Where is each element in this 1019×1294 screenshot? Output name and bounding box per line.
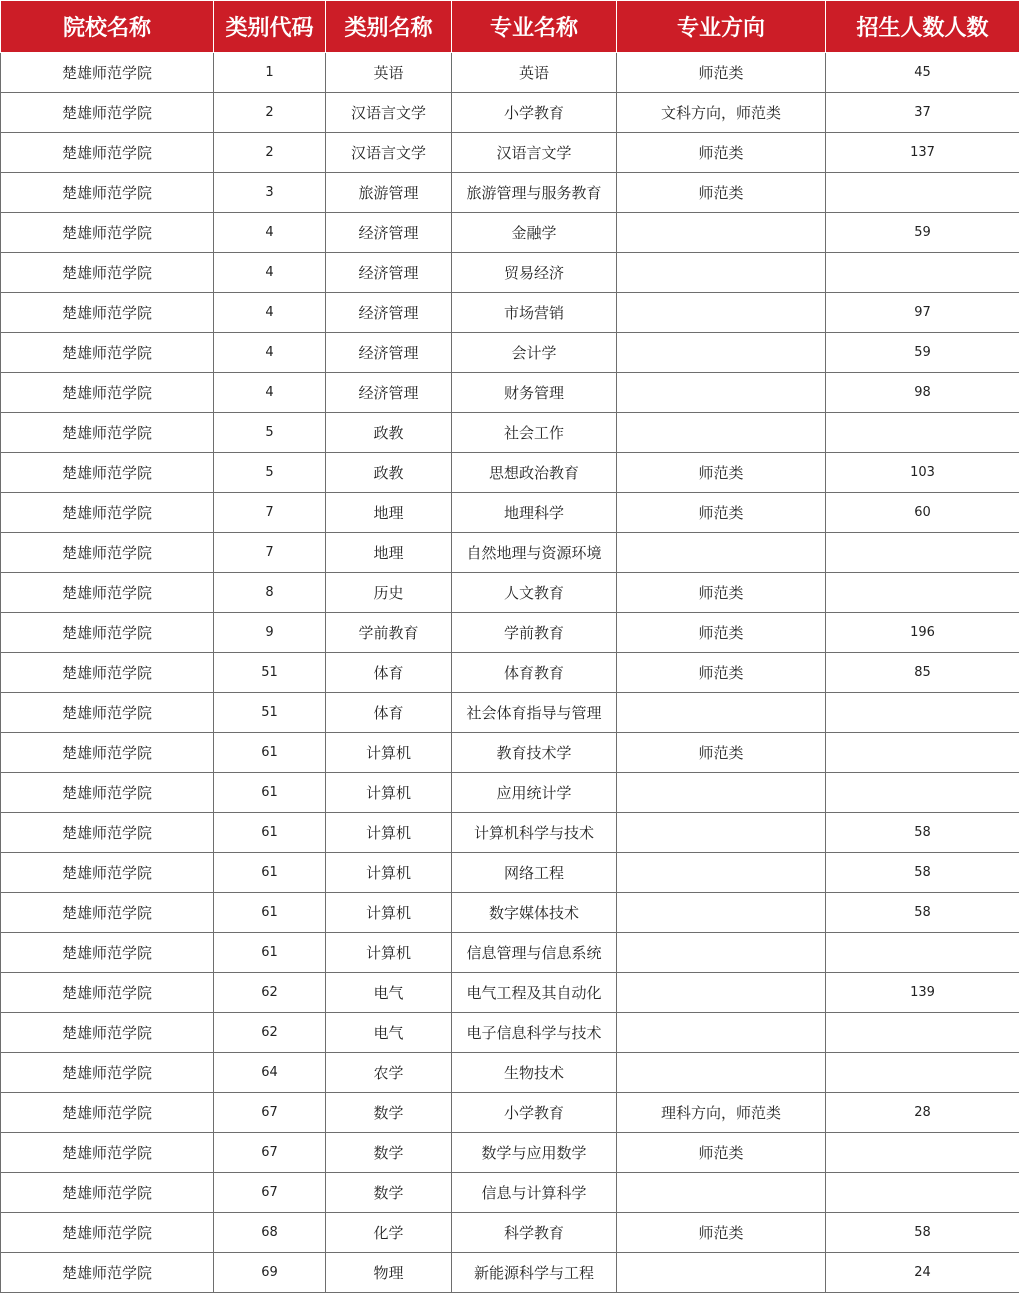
cell-major-name: 贸易经济	[452, 253, 617, 293]
cell-school: 楚雄师范学院	[1, 733, 214, 773]
cell-school: 楚雄师范学院	[1, 573, 214, 613]
cell-major-name: 信息与计算科学	[452, 1173, 617, 1213]
cell-school: 楚雄师范学院	[1, 893, 214, 933]
cell-category-code: 67	[214, 1133, 326, 1173]
cell-major-name: 汉语言文学	[452, 133, 617, 173]
column-header-major-name: 专业名称	[452, 1, 617, 53]
cell-category-code: 61	[214, 733, 326, 773]
cell-category-code: 68	[214, 1213, 326, 1253]
cell-enrollment: 85	[826, 653, 1019, 693]
cell-category-name: 经济管理	[326, 333, 452, 373]
cell-major-name: 电子信息科学与技术	[452, 1013, 617, 1053]
table-row	[1, 813, 1019, 853]
cell-major-direction: 师范类	[617, 1213, 826, 1253]
cell-school: 楚雄师范学院	[1, 53, 214, 93]
cell-major-name: 教育技术学	[452, 733, 617, 773]
table-row	[1, 853, 1019, 893]
cell-major-name: 会计学	[452, 333, 617, 373]
cell-school: 楚雄师范学院	[1, 93, 214, 133]
cell-major-name: 数字媒体技术	[452, 893, 617, 933]
cell-category-code: 4	[214, 293, 326, 333]
cell-enrollment: 103	[826, 453, 1019, 493]
cell-category-name: 历史	[326, 573, 452, 613]
cell-major-direction	[617, 1053, 826, 1093]
cell-category-name: 经济管理	[326, 373, 452, 413]
cell-category-code: 2	[214, 93, 326, 133]
cell-major-direction: 师范类	[617, 613, 826, 653]
cell-major-direction: 理科方向，师范类	[617, 1093, 826, 1133]
table-body	[1, 53, 1019, 1293]
cell-major-direction	[617, 693, 826, 733]
cell-enrollment: 59	[826, 213, 1019, 253]
cell-category-name: 政教	[326, 413, 452, 453]
cell-category-name: 物理	[326, 1253, 452, 1293]
cell-major-direction	[617, 933, 826, 973]
table-row	[1, 133, 1019, 173]
cell-major-name: 人文教育	[452, 573, 617, 613]
cell-enrollment	[826, 1173, 1019, 1213]
cell-category-name: 计算机	[326, 893, 452, 933]
cell-category-name: 汉语言文学	[326, 133, 452, 173]
cell-enrollment: 98	[826, 373, 1019, 413]
table-row	[1, 173, 1019, 213]
cell-school: 楚雄师范学院	[1, 133, 214, 173]
cell-major-name: 市场营销	[452, 293, 617, 333]
cell-category-name: 电气	[326, 1013, 452, 1053]
cell-school: 楚雄师范学院	[1, 813, 214, 853]
cell-category-name: 经济管理	[326, 293, 452, 333]
cell-major-direction	[617, 413, 826, 453]
cell-category-name: 数学	[326, 1093, 452, 1133]
cell-major-direction	[617, 973, 826, 1013]
table-row	[1, 533, 1019, 573]
cell-school: 楚雄师范学院	[1, 1133, 214, 1173]
cell-major-name: 信息管理与信息系统	[452, 933, 617, 973]
cell-school: 楚雄师范学院	[1, 773, 214, 813]
cell-category-name: 计算机	[326, 813, 452, 853]
cell-school: 楚雄师范学院	[1, 333, 214, 373]
cell-major-name: 财务管理	[452, 373, 617, 413]
cell-category-name: 学前教育	[326, 613, 452, 653]
cell-category-code: 7	[214, 533, 326, 573]
cell-category-code: 69	[214, 1253, 326, 1293]
cell-enrollment	[826, 773, 1019, 813]
table-row	[1, 733, 1019, 773]
cell-major-direction	[617, 893, 826, 933]
cell-school: 楚雄师范学院	[1, 1253, 214, 1293]
cell-major-direction	[617, 533, 826, 573]
cell-category-name: 经济管理	[326, 253, 452, 293]
cell-category-code: 7	[214, 493, 326, 533]
cell-school: 楚雄师范学院	[1, 293, 214, 333]
cell-school: 楚雄师范学院	[1, 453, 214, 493]
table-row	[1, 373, 1019, 413]
cell-category-name: 旅游管理	[326, 173, 452, 213]
table-row	[1, 933, 1019, 973]
cell-enrollment: 28	[826, 1093, 1019, 1133]
header-row	[1, 1, 1019, 53]
cell-category-name: 汉语言文学	[326, 93, 452, 133]
table-row	[1, 453, 1019, 493]
cell-school: 楚雄师范学院	[1, 493, 214, 533]
cell-major-name: 应用统计学	[452, 773, 617, 813]
cell-major-direction	[617, 773, 826, 813]
cell-category-code: 61	[214, 893, 326, 933]
table-row	[1, 653, 1019, 693]
cell-category-name: 英语	[326, 53, 452, 93]
cell-school: 楚雄师范学院	[1, 1053, 214, 1093]
cell-major-direction	[617, 853, 826, 893]
cell-category-code: 4	[214, 213, 326, 253]
cell-major-name: 科学教育	[452, 1213, 617, 1253]
cell-category-code: 62	[214, 1013, 326, 1053]
cell-school: 楚雄师范学院	[1, 1013, 214, 1053]
table-row	[1, 693, 1019, 733]
cell-major-name: 英语	[452, 53, 617, 93]
cell-major-name: 新能源科学与工程	[452, 1253, 617, 1293]
cell-major-direction	[617, 1173, 826, 1213]
cell-category-name: 计算机	[326, 773, 452, 813]
cell-major-name: 生物技术	[452, 1053, 617, 1093]
cell-category-name: 数学	[326, 1173, 452, 1213]
cell-major-name: 旅游管理与服务教育	[452, 173, 617, 213]
cell-major-name: 思想政治教育	[452, 453, 617, 493]
cell-category-code: 61	[214, 773, 326, 813]
cell-category-name: 计算机	[326, 733, 452, 773]
column-header-category-name: 类别名称	[326, 1, 452, 53]
cell-enrollment	[826, 693, 1019, 733]
cell-major-direction	[617, 333, 826, 373]
cell-enrollment	[826, 733, 1019, 773]
cell-school: 楚雄师范学院	[1, 973, 214, 1013]
cell-major-name: 地理科学	[452, 493, 617, 533]
cell-category-code: 61	[214, 853, 326, 893]
cell-category-code: 4	[214, 333, 326, 373]
table-row	[1, 1213, 1019, 1253]
cell-major-name: 社会体育指导与管理	[452, 693, 617, 733]
cell-category-name: 地理	[326, 493, 452, 533]
cell-category-name: 计算机	[326, 853, 452, 893]
cell-school: 楚雄师范学院	[1, 693, 214, 733]
cell-category-code: 67	[214, 1093, 326, 1133]
cell-major-direction	[617, 1253, 826, 1293]
table-row	[1, 53, 1019, 93]
cell-major-direction: 师范类	[617, 133, 826, 173]
cell-major-name: 电气工程及其自动化	[452, 973, 617, 1013]
cell-category-code: 61	[214, 933, 326, 973]
cell-category-code: 1	[214, 53, 326, 93]
cell-category-code: 4	[214, 373, 326, 413]
cell-major-direction: 师范类	[617, 573, 826, 613]
table-row	[1, 893, 1019, 933]
cell-enrollment: 59	[826, 333, 1019, 373]
cell-category-name: 农学	[326, 1053, 452, 1093]
cell-school: 楚雄师范学院	[1, 653, 214, 693]
cell-school: 楚雄师范学院	[1, 173, 214, 213]
table-row	[1, 1053, 1019, 1093]
cell-school: 楚雄师范学院	[1, 373, 214, 413]
cell-major-direction: 师范类	[617, 653, 826, 693]
table-row	[1, 973, 1019, 1013]
cell-major-name: 自然地理与资源环境	[452, 533, 617, 573]
cell-enrollment	[826, 253, 1019, 293]
cell-major-direction: 师范类	[617, 53, 826, 93]
cell-school: 楚雄师范学院	[1, 1093, 214, 1133]
column-header-school: 院校名称	[1, 1, 214, 53]
cell-enrollment	[826, 933, 1019, 973]
cell-major-name: 社会工作	[452, 413, 617, 453]
cell-major-direction: 文科方向，师范类	[617, 93, 826, 133]
cell-enrollment: 58	[826, 853, 1019, 893]
table-row	[1, 613, 1019, 653]
cell-major-name: 数学与应用数学	[452, 1133, 617, 1173]
table-row	[1, 213, 1019, 253]
table-header	[1, 1, 1019, 53]
cell-category-code: 67	[214, 1173, 326, 1213]
cell-category-code: 2	[214, 133, 326, 173]
cell-school: 楚雄师范学院	[1, 933, 214, 973]
cell-enrollment	[826, 1133, 1019, 1173]
cell-enrollment: 58	[826, 1213, 1019, 1253]
table-row	[1, 1013, 1019, 1053]
cell-major-direction	[617, 1013, 826, 1053]
table-row	[1, 1133, 1019, 1173]
cell-school: 楚雄师范学院	[1, 533, 214, 573]
cell-category-code: 4	[214, 253, 326, 293]
cell-category-name: 地理	[326, 533, 452, 573]
cell-school: 楚雄师范学院	[1, 253, 214, 293]
cell-enrollment	[826, 533, 1019, 573]
table-row	[1, 293, 1019, 333]
cell-category-name: 体育	[326, 653, 452, 693]
cell-major-direction	[617, 813, 826, 853]
table-row	[1, 773, 1019, 813]
cell-enrollment: 37	[826, 93, 1019, 133]
column-header-category-code: 类别代码	[214, 1, 326, 53]
cell-major-direction	[617, 373, 826, 413]
table-row	[1, 1173, 1019, 1213]
cell-category-code: 62	[214, 973, 326, 1013]
cell-category-code: 3	[214, 173, 326, 213]
cell-category-name: 体育	[326, 693, 452, 733]
cell-major-name: 网络工程	[452, 853, 617, 893]
cell-school: 楚雄师范学院	[1, 1173, 214, 1213]
cell-category-code: 51	[214, 693, 326, 733]
table-row	[1, 253, 1019, 293]
cell-enrollment	[826, 173, 1019, 213]
cell-major-direction	[617, 253, 826, 293]
cell-school: 楚雄师范学院	[1, 213, 214, 253]
cell-major-name: 金融学	[452, 213, 617, 253]
table-row	[1, 493, 1019, 533]
cell-category-code: 61	[214, 813, 326, 853]
table-row	[1, 93, 1019, 133]
cell-category-code: 51	[214, 653, 326, 693]
cell-major-direction: 师范类	[617, 173, 826, 213]
cell-category-name: 电气	[326, 973, 452, 1013]
cell-category-code: 8	[214, 573, 326, 613]
cell-enrollment	[826, 1013, 1019, 1053]
cell-category-code: 5	[214, 453, 326, 493]
cell-major-direction: 师范类	[617, 453, 826, 493]
cell-major-name: 计算机科学与技术	[452, 813, 617, 853]
table-row	[1, 333, 1019, 373]
cell-category-name: 经济管理	[326, 213, 452, 253]
cell-major-direction	[617, 293, 826, 333]
table-row	[1, 573, 1019, 613]
cell-category-name: 化学	[326, 1213, 452, 1253]
cell-category-name: 政教	[326, 453, 452, 493]
column-header-major-direction: 专业方向	[617, 1, 826, 53]
cell-major-name: 学前教育	[452, 613, 617, 653]
cell-category-name: 计算机	[326, 933, 452, 973]
cell-major-name: 小学教育	[452, 1093, 617, 1133]
cell-category-code: 64	[214, 1053, 326, 1093]
cell-category-code: 5	[214, 413, 326, 453]
cell-enrollment: 139	[826, 973, 1019, 1013]
cell-enrollment: 60	[826, 493, 1019, 533]
cell-major-name: 小学教育	[452, 93, 617, 133]
cell-enrollment: 58	[826, 893, 1019, 933]
cell-enrollment: 97	[826, 293, 1019, 333]
cell-school: 楚雄师范学院	[1, 413, 214, 453]
cell-school: 楚雄师范学院	[1, 613, 214, 653]
cell-school: 楚雄师范学院	[1, 1213, 214, 1253]
cell-school: 楚雄师范学院	[1, 853, 214, 893]
cell-major-name: 体育教育	[452, 653, 617, 693]
cell-category-name: 数学	[326, 1133, 452, 1173]
cell-category-code: 9	[214, 613, 326, 653]
cell-major-direction	[617, 213, 826, 253]
cell-major-direction: 师范类	[617, 493, 826, 533]
cell-enrollment: 45	[826, 53, 1019, 93]
cell-enrollment	[826, 573, 1019, 613]
cell-major-direction: 师范类	[617, 733, 826, 773]
table-row	[1, 1253, 1019, 1293]
cell-enrollment: 24	[826, 1253, 1019, 1293]
cell-enrollment: 58	[826, 813, 1019, 853]
cell-enrollment	[826, 413, 1019, 453]
table-row	[1, 1093, 1019, 1133]
cell-enrollment: 137	[826, 133, 1019, 173]
cell-enrollment: 196	[826, 613, 1019, 653]
cell-major-direction: 师范类	[617, 1133, 826, 1173]
cell-enrollment	[826, 1053, 1019, 1093]
table-row	[1, 413, 1019, 453]
column-header-enrollment: 招生人数人数	[826, 1, 1019, 53]
